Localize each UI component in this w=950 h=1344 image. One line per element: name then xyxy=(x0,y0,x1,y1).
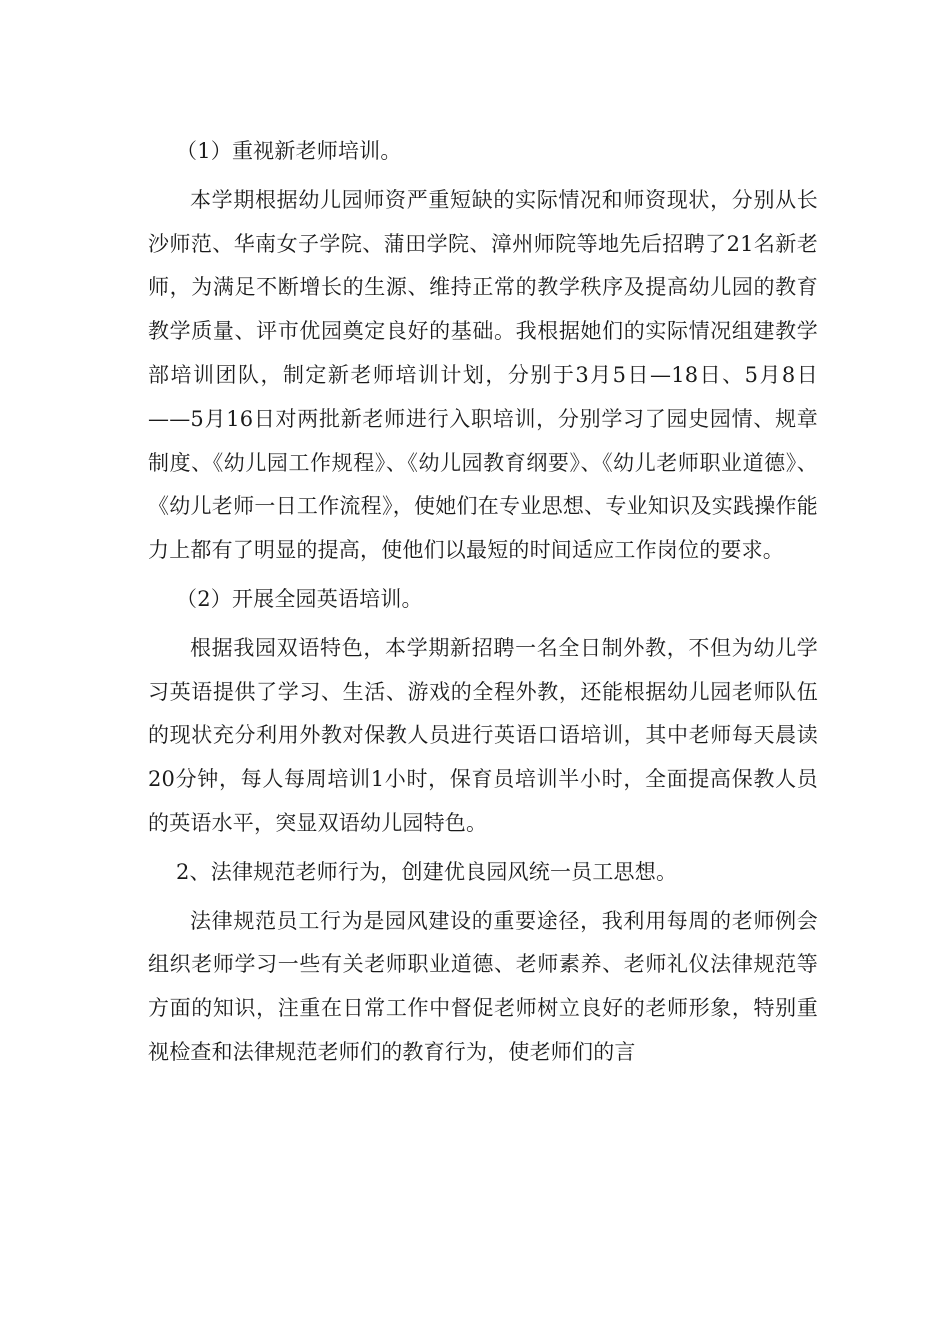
section-heading-teacher-conduct: 2、法律规范老师行为，创建优良园风统一员工思想。 xyxy=(176,859,678,884)
section-heading-new-teacher-training: （1）重视新老师培训。 xyxy=(176,139,402,163)
section-heading-english-training: （2）开展全园英语培训。 xyxy=(176,586,423,611)
document-body xyxy=(148,130,818,1080)
paragraph-new-teacher-training: 本学期根据幼儿园师资严重短缺的实际情况和师资现状，分别从长沙师范、华南女子学院、蒲田学院、漳州师院等地先后招聘了21名新老师，为满足不断增长的生源、维持正常的教学秩序及提高幼儿园的教育教学质量、评市优园奠定良好的基础。我根据她们的实际情况组建教学部培训团队，制定新老师培训计划，分别于3月5日—18日、5月8日——5月16日对两批新老师进行入职培训，分别学习了园史园情、规章制度、《幼儿园工作规程》、《幼儿园教育纲要》、《幼儿老师职业道德》、《幼儿老师一日工作流程》，使她们在专业思想、专业知识及实践操作能力上都有了明显的提高，使他们以最短的时间适应工作岗位的要求。 xyxy=(148,187,818,563)
paragraph-english-training: 根据我园双语特色，本学期新招聘一名全日制外教，不但为幼儿学习英语提供了学习、生活、游戏的全程外教，还能根据幼儿园老师队伍的现状充分利用外教对保教人员进行英语口语培训，其中老师每天晨读20分钟，每人每周培训1小时，保育员培训半小时，全面提高保教人员的英语水平，突显双语幼儿园特色。 xyxy=(148,635,818,835)
paragraph-teacher-conduct: 法律规范员工行为是园风建设的重要途径，我利用每周的老师例会组织老师学习一些有关老师职业道德、老师素养、老师礼仪法律规范等方面的知识，注重在日常工作中督促老师树立良好的老师形象，特别重视检查和法律规范老师们的教育行为，使老师们的言 xyxy=(148,908,818,1064)
